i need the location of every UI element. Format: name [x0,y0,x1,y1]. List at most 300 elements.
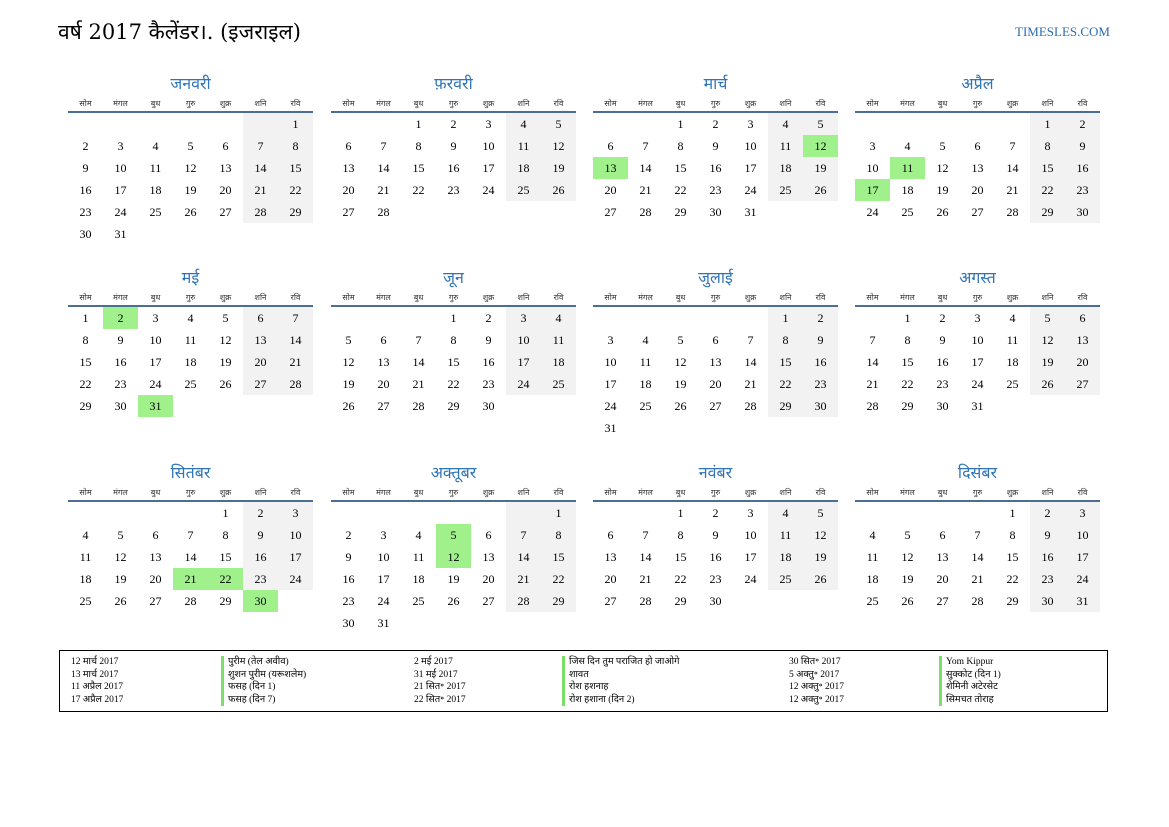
day-cell[interactable]: 29 [1006,594,1019,608]
day-cell[interactable]: 31 [114,227,127,241]
day-cell[interactable]: 10 [482,139,495,153]
day-cell[interactable]: 14 [184,550,197,564]
day-cell[interactable]: 23 [709,183,722,197]
day-cell[interactable]: 19 [1030,351,1065,373]
day-cell[interactable]: 8 [677,528,684,542]
day-cell[interactable]: 10 [114,161,127,175]
day-cell[interactable]: 13 [342,161,355,175]
day-cell[interactable]: 5 [541,113,576,135]
day-cell[interactable]: 4 [1009,311,1016,325]
day-cell[interactable]: 12 [936,161,949,175]
day-cell[interactable]: 4 [415,528,422,542]
day-cell[interactable]: 27 [342,205,355,219]
day-cell[interactable]: 27 [1065,373,1100,395]
day-cell[interactable]: 30 [1030,590,1065,612]
day-cell[interactable]: 25 [184,377,197,391]
day-cell[interactable]: 11 [412,550,425,564]
day-cell[interactable]: 10 [866,161,879,175]
day-cell[interactable]: 4 [506,113,541,135]
day-cell[interactable]: 15 [219,550,232,564]
day-cell[interactable]: 4 [541,307,576,329]
day-cell[interactable]: 23 [79,205,92,219]
day-cell[interactable]: 1 [82,311,89,325]
day-cell[interactable]: 5 [436,524,471,546]
day-cell[interactable]: 22 [208,568,243,590]
day-cell[interactable]: 8 [222,528,229,542]
day-cell[interactable]: 17 [278,546,313,568]
day-cell[interactable]: 3 [607,333,614,347]
day-cell[interactable]: 7 [974,528,981,542]
day-cell[interactable]: 20 [1065,351,1100,373]
day-cell[interactable]: 13 [971,161,984,175]
day-cell[interactable]: 4 [82,528,89,542]
day-cell[interactable]: 18 [149,183,162,197]
day-cell[interactable]: 25 [79,594,92,608]
day-cell[interactable]: 26 [803,568,838,590]
day-cell[interactable]: 15 [901,355,914,369]
day-cell[interactable]: 1 [768,307,803,329]
day-cell[interactable]: 24 [506,373,541,395]
day-cell[interactable]: 24 [744,572,757,586]
day-cell[interactable]: 23 [447,183,460,197]
day-cell[interactable]: 7 [642,139,649,153]
day-cell[interactable]: 14 [377,161,390,175]
day-cell[interactable]: 4 [152,139,159,153]
day-cell[interactable]: 2 [450,117,457,131]
day-cell[interactable]: 3 [747,506,754,520]
day-cell[interactable]: 9 [803,329,838,351]
day-cell[interactable]: 17 [744,550,757,564]
day-cell[interactable]: 3 [506,307,541,329]
day-cell[interactable]: 20 [342,183,355,197]
day-cell[interactable]: 27 [936,594,949,608]
day-cell[interactable]: 15 [79,355,92,369]
day-cell[interactable]: 29 [901,399,914,413]
day-cell[interactable]: 10 [377,550,390,564]
day-cell[interactable]: 16 [709,550,722,564]
day-cell[interactable]: 13 [377,355,390,369]
day-cell[interactable]: 1 [278,113,313,135]
day-cell[interactable]: 15 [541,546,576,568]
day-cell[interactable]: 21 [1006,183,1019,197]
day-cell[interactable]: 22 [1006,572,1019,586]
day-cell[interactable]: 12 [184,161,197,175]
day-cell[interactable]: 1 [222,506,229,520]
day-cell[interactable]: 18 [768,546,803,568]
day-cell[interactable]: 22 [674,183,687,197]
day-cell[interactable]: 5 [117,528,124,542]
day-cell[interactable]: 10 [744,528,757,542]
day-cell[interactable]: 15 [447,355,460,369]
day-cell[interactable]: 9 [82,161,89,175]
day-cell[interactable]: 11 [149,161,162,175]
day-cell[interactable]: 2 [485,311,492,325]
day-cell[interactable]: 27 [377,399,390,413]
day-cell[interactable]: 25 [506,179,541,201]
day-cell[interactable]: 3 [278,502,313,524]
day-cell[interactable]: 16 [447,161,460,175]
day-cell[interactable]: 10 [744,139,757,153]
day-cell[interactable]: 12 [803,524,838,546]
day-cell[interactable]: 13 [149,550,162,564]
day-cell[interactable]: 20 [149,572,162,586]
day-cell[interactable]: 24 [482,183,495,197]
day-cell[interactable]: 8 [82,333,89,347]
day-cell[interactable]: 13 [604,550,617,564]
day-cell[interactable]: 24 [971,377,984,391]
day-cell[interactable]: 19 [219,355,232,369]
day-cell[interactable]: 18 [866,572,879,586]
site-brand-link[interactable]: TIMESLES.COM [1015,24,1110,39]
day-cell[interactable]: 13 [593,157,628,179]
day-cell[interactable]: 22 [901,377,914,391]
day-cell[interactable]: 2 [1065,113,1100,135]
day-cell[interactable]: 6 [152,528,159,542]
day-cell[interactable]: 18 [768,157,803,179]
day-cell[interactable]: 16 [482,355,495,369]
day-cell[interactable]: 2 [712,117,719,131]
day-cell[interactable]: 22 [541,568,576,590]
day-cell[interactable]: 25 [149,205,162,219]
day-cell[interactable]: 26 [936,205,949,219]
day-cell[interactable]: 25 [866,594,879,608]
day-cell[interactable]: 31 [377,616,390,630]
day-cell[interactable]: 19 [342,377,355,391]
day-cell[interactable]: 19 [901,572,914,586]
day-cell[interactable]: 27 [604,594,617,608]
day-cell[interactable]: 30 [114,399,127,413]
day-cell[interactable]: 7 [642,528,649,542]
day-cell[interactable]: 19 [541,157,576,179]
day-cell[interactable]: 9 [345,550,352,564]
day-cell[interactable]: 10 [604,355,617,369]
day-cell[interactable]: 14 [278,329,313,351]
day-cell[interactable]: 12 [342,355,355,369]
day-cell[interactable]: 11 [506,135,541,157]
day-cell[interactable]: 11 [184,333,197,347]
day-cell[interactable]: 3 [869,139,876,153]
day-cell[interactable]: 8 [904,333,911,347]
day-cell[interactable]: 8 [278,135,313,157]
day-cell[interactable]: 11 [768,135,803,157]
day-cell[interactable]: 25 [1006,377,1019,391]
day-cell[interactable]: 27 [243,373,278,395]
day-cell[interactable]: 8 [677,139,684,153]
day-cell[interactable]: 19 [114,572,127,586]
day-cell[interactable]: 1 [415,117,422,131]
day-cell[interactable]: 27 [482,594,495,608]
day-cell[interactable]: 6 [222,139,229,153]
day-cell[interactable]: 2 [243,502,278,524]
day-cell[interactable]: 9 [243,524,278,546]
day-cell[interactable]: 23 [482,377,495,391]
day-cell[interactable]: 9 [117,333,124,347]
day-cell[interactable]: 21 [412,377,425,391]
day-cell[interactable]: 12 [436,546,471,568]
day-cell[interactable]: 22 [768,373,803,395]
day-cell[interactable]: 12 [803,135,838,157]
day-cell[interactable]: 25 [412,594,425,608]
day-cell[interactable]: 6 [485,528,492,542]
day-cell[interactable]: 8 [1030,135,1065,157]
day-cell[interactable]: 8 [1009,528,1016,542]
day-cell[interactable]: 16 [114,355,127,369]
day-cell[interactable]: 14 [243,157,278,179]
day-cell[interactable]: 5 [345,333,352,347]
day-cell[interactable]: 2 [712,506,719,520]
day-cell[interactable]: 26 [674,399,687,413]
day-cell[interactable]: 25 [901,205,914,219]
day-cell[interactable]: 3 [380,528,387,542]
day-cell[interactable]: 17 [114,183,127,197]
day-cell[interactable]: 26 [114,594,127,608]
day-cell[interactable]: 18 [506,157,541,179]
day-cell[interactable]: 29 [447,399,460,413]
day-cell[interactable]: 4 [904,139,911,153]
day-cell[interactable]: 22 [79,377,92,391]
day-cell[interactable]: 27 [149,594,162,608]
day-cell[interactable]: 15 [412,161,425,175]
day-cell[interactable]: 14 [866,355,879,369]
day-cell[interactable]: 6 [607,139,614,153]
day-cell[interactable]: 26 [1030,373,1065,395]
day-cell[interactable]: 26 [184,205,197,219]
day-cell[interactable]: 28 [506,590,541,612]
day-cell[interactable]: 3 [974,311,981,325]
day-cell[interactable]: 20 [604,572,617,586]
day-cell[interactable]: 4 [768,113,803,135]
day-cell[interactable]: 10 [506,329,541,351]
day-cell[interactable]: 21 [744,377,757,391]
day-cell[interactable]: 10 [971,333,984,347]
day-cell[interactable]: 31 [744,205,757,219]
day-cell[interactable]: 10 [149,333,162,347]
day-cell[interactable]: 21 [243,179,278,201]
day-cell[interactable]: 30 [709,205,722,219]
day-cell[interactable]: 28 [278,373,313,395]
day-cell[interactable]: 13 [1065,329,1100,351]
day-cell[interactable]: 14 [506,546,541,568]
day-cell[interactable]: 3 [152,311,159,325]
day-cell[interactable]: 5 [939,139,946,153]
day-cell[interactable]: 30 [1065,201,1100,223]
day-cell[interactable]: 7 [243,135,278,157]
day-cell[interactable]: 16 [243,546,278,568]
day-cell[interactable]: 11 [866,550,879,564]
day-cell[interactable]: 1 [450,311,457,325]
day-cell[interactable]: 1 [1030,113,1065,135]
day-cell[interactable]: 18 [184,355,197,369]
day-cell[interactable]: 19 [803,157,838,179]
day-cell[interactable]: 21 [971,572,984,586]
day-cell[interactable]: 20 [604,183,617,197]
day-cell[interactable]: 18 [901,183,914,197]
day-cell[interactable]: 29 [768,395,803,417]
day-cell[interactable]: 29 [1030,201,1065,223]
day-cell[interactable]: 23 [342,594,355,608]
day-cell[interactable]: 28 [639,205,652,219]
day-cell[interactable]: 21 [173,568,208,590]
day-cell[interactable]: 20 [971,183,984,197]
day-cell[interactable]: 21 [639,183,652,197]
day-cell[interactable]: 16 [803,351,838,373]
day-cell[interactable]: 25 [768,568,803,590]
day-cell[interactable]: 16 [1030,546,1065,568]
day-cell[interactable]: 17 [482,161,495,175]
day-cell[interactable]: 15 [1030,157,1065,179]
day-cell[interactable]: 17 [506,351,541,373]
day-cell[interactable]: 14 [971,550,984,564]
day-cell[interactable]: 6 [380,333,387,347]
day-cell[interactable]: 16 [1065,157,1100,179]
day-cell[interactable]: 14 [1006,161,1019,175]
day-cell[interactable]: 14 [744,355,757,369]
day-cell[interactable]: 2 [803,307,838,329]
day-cell[interactable]: 20 [482,572,495,586]
day-cell[interactable]: 13 [243,329,278,351]
day-cell[interactable]: 26 [803,179,838,201]
day-cell[interactable]: 6 [974,139,981,153]
day-cell[interactable]: 16 [342,572,355,586]
day-cell[interactable]: 18 [639,377,652,391]
day-cell[interactable]: 21 [506,568,541,590]
day-cell[interactable]: 28 [243,201,278,223]
day-cell[interactable]: 4 [768,502,803,524]
day-cell[interactable]: 31 [1065,590,1100,612]
day-cell[interactable]: 27 [709,399,722,413]
day-cell[interactable]: 24 [1065,568,1100,590]
day-cell[interactable]: 18 [79,572,92,586]
day-cell[interactable]: 24 [114,205,127,219]
day-cell[interactable]: 16 [709,161,722,175]
day-cell[interactable]: 21 [278,351,313,373]
day-cell[interactable]: 8 [415,139,422,153]
day-cell[interactable]: 13 [709,355,722,369]
day-cell[interactable]: 24 [278,568,313,590]
day-cell[interactable]: 5 [904,528,911,542]
day-cell[interactable]: 4 [187,311,194,325]
day-cell[interactable]: 24 [744,183,757,197]
day-cell[interactable]: 23 [114,377,127,391]
day-cell[interactable]: 19 [936,183,949,197]
day-cell[interactable]: 19 [674,377,687,391]
day-cell[interactable]: 7 [278,307,313,329]
day-cell[interactable]: 7 [869,333,876,347]
day-cell[interactable]: 26 [901,594,914,608]
day-cell[interactable]: 13 [219,161,232,175]
day-cell[interactable]: 26 [447,594,460,608]
day-cell[interactable]: 12 [114,550,127,564]
day-cell[interactable]: 15 [278,157,313,179]
day-cell[interactable]: 24 [866,205,879,219]
day-cell[interactable]: 24 [149,377,162,391]
day-cell[interactable]: 24 [377,594,390,608]
day-cell[interactable]: 12 [541,135,576,157]
day-cell[interactable]: 9 [1030,524,1065,546]
day-cell[interactable]: 6 [345,139,352,153]
day-cell[interactable]: 17 [744,161,757,175]
day-cell[interactable]: 18 [541,351,576,373]
day-cell[interactable]: 20 [709,377,722,391]
day-cell[interactable]: 31 [604,421,617,435]
day-cell[interactable]: 11 [890,157,925,179]
day-cell[interactable]: 5 [677,333,684,347]
day-cell[interactable]: 22 [412,183,425,197]
day-cell[interactable]: 14 [639,550,652,564]
day-cell[interactable]: 6 [607,528,614,542]
day-cell[interactable]: 23 [709,572,722,586]
day-cell[interactable]: 4 [642,333,649,347]
day-cell[interactable]: 27 [604,205,617,219]
day-cell[interactable]: 11 [79,550,92,564]
day-cell[interactable]: 30 [79,227,92,241]
day-cell[interactable]: 18 [1006,355,1019,369]
day-cell[interactable]: 12 [219,333,232,347]
day-cell[interactable]: 22 [447,377,460,391]
day-cell[interactable]: 7 [506,524,541,546]
day-cell[interactable]: 28 [184,594,197,608]
day-cell[interactable]: 15 [1006,550,1019,564]
day-cell[interactable]: 12 [674,355,687,369]
day-cell[interactable]: 7 [1009,139,1016,153]
day-cell[interactable]: 6 [1065,307,1100,329]
day-cell[interactable]: 28 [971,594,984,608]
day-cell[interactable]: 19 [803,546,838,568]
day-cell[interactable]: 28 [744,399,757,413]
day-cell[interactable]: 23 [803,373,838,395]
day-cell[interactable]: 1 [677,117,684,131]
day-cell[interactable]: 16 [936,355,949,369]
day-cell[interactable]: 21 [377,183,390,197]
day-cell[interactable]: 6 [939,528,946,542]
day-cell[interactable]: 16 [79,183,92,197]
day-cell[interactable]: 2 [1030,502,1065,524]
day-cell[interactable]: 12 [1030,329,1065,351]
day-cell[interactable]: 9 [1065,135,1100,157]
day-cell[interactable]: 9 [939,333,946,347]
day-cell[interactable]: 23 [936,377,949,391]
day-cell[interactable]: 20 [936,572,949,586]
day-cell[interactable]: 5 [222,311,229,325]
day-cell[interactable]: 15 [674,550,687,564]
day-cell[interactable]: 19 [184,183,197,197]
day-cell[interactable]: 26 [219,377,232,391]
day-cell[interactable]: 23 [243,568,278,590]
day-cell[interactable]: 29 [219,594,232,608]
day-cell[interactable]: 2 [939,311,946,325]
day-cell[interactable]: 12 [901,550,914,564]
day-cell[interactable]: 13 [936,550,949,564]
day-cell[interactable]: 3 [485,117,492,131]
day-cell[interactable]: 15 [768,351,803,373]
day-cell[interactable]: 2 [82,139,89,153]
day-cell[interactable]: 15 [674,161,687,175]
day-cell[interactable]: 5 [803,502,838,524]
day-cell[interactable]: 18 [412,572,425,586]
day-cell[interactable]: 25 [541,373,576,395]
day-cell[interactable]: 20 [219,183,232,197]
day-cell[interactable]: 28 [639,594,652,608]
day-cell[interactable]: 5 [1030,307,1065,329]
day-cell[interactable]: 5 [803,113,838,135]
day-cell[interactable]: 7 [747,333,754,347]
day-cell[interactable]: 25 [768,179,803,201]
day-cell[interactable]: 1 [541,502,576,524]
day-cell[interactable]: 21 [639,572,652,586]
day-cell[interactable]: 28 [866,399,879,413]
day-cell[interactable]: 20 [243,351,278,373]
day-cell[interactable]: 17 [149,355,162,369]
